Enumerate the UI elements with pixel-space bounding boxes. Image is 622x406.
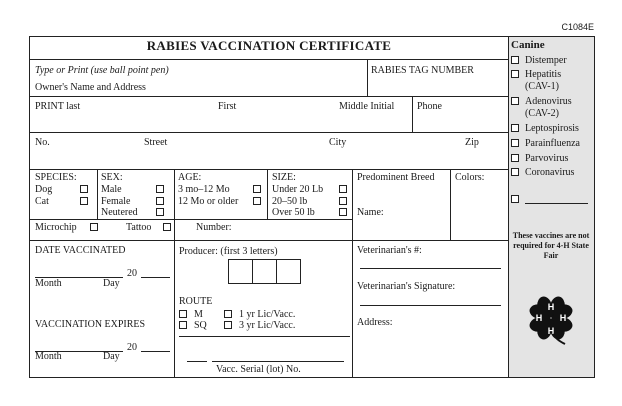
middle-initial-label: Middle Initial bbox=[339, 101, 395, 112]
route-sq-checkbox[interactable] bbox=[179, 321, 187, 329]
id-number-label: Number: bbox=[196, 222, 232, 233]
date-vaccinated-year-line bbox=[141, 277, 170, 278]
license-1yr-label: 1 yr Lic/Vacc. bbox=[239, 309, 296, 320]
instruction-text: Type or Print (use ball point pen) bbox=[35, 65, 169, 76]
rule-phone bbox=[412, 96, 413, 132]
vaccination-expires-label: VACCINATION EXPIRES bbox=[35, 319, 146, 330]
vet-address-label: Address: bbox=[357, 317, 393, 328]
rule-id bbox=[29, 240, 508, 241]
sex-male-label: Male bbox=[101, 184, 122, 195]
svg-text:H: H bbox=[547, 326, 555, 336]
rule-tag bbox=[367, 59, 368, 96]
rule-breed bbox=[450, 169, 451, 240]
size-large-label: Over 50 lb bbox=[272, 207, 315, 218]
rule-size bbox=[352, 169, 353, 378]
owner-name-label: Owner's Name and Address bbox=[35, 82, 146, 93]
age-adult-checkbox[interactable] bbox=[253, 197, 261, 205]
vet-number-label: Veterinarian's #: bbox=[357, 245, 422, 256]
species-cat-label: Cat bbox=[35, 196, 49, 207]
tattoo-label: Tattoo bbox=[126, 222, 152, 233]
form-code: C1084E bbox=[561, 22, 594, 32]
svg-text:H: H bbox=[547, 302, 555, 312]
species-cat-checkbox[interactable] bbox=[80, 197, 88, 205]
serial-number-label: Vacc. Serial (lot) No. bbox=[216, 364, 301, 375]
four-h-clover-icon bbox=[523, 290, 579, 346]
size-large-checkbox[interactable] bbox=[339, 208, 347, 216]
hepatitis-cav1-label: (CAV-1) bbox=[525, 81, 559, 92]
route-sq-label: SQ bbox=[194, 320, 207, 331]
route-m-label: M bbox=[194, 309, 203, 320]
microchip-label: Microchip bbox=[35, 222, 77, 233]
expires-century: 20 bbox=[127, 342, 137, 353]
date-vaccinated-label: DATE VACCINATED bbox=[35, 245, 126, 256]
age-adult-label: 12 Mo or older bbox=[178, 196, 239, 207]
parainfluenza-label: Parainfluenza bbox=[525, 138, 580, 149]
other-vaccine-line[interactable] bbox=[525, 203, 588, 204]
sex-female-label: Female bbox=[101, 196, 131, 207]
rabies-tag-label: RABIES TAG NUMBER bbox=[371, 65, 474, 76]
date-vaccinated-century: 20 bbox=[127, 268, 137, 279]
vaccine-note: These vaccines are not required for 4-H State Fair bbox=[512, 231, 590, 260]
street-label: Street bbox=[144, 137, 168, 148]
rule-species bbox=[97, 169, 98, 220]
sex-female-checkbox[interactable] bbox=[156, 197, 164, 205]
coronavirus-label: Coronavirus bbox=[525, 167, 575, 178]
tattoo-checkbox[interactable] bbox=[163, 223, 171, 231]
coronavirus-checkbox[interactable] bbox=[511, 168, 519, 176]
zip-label: Zip bbox=[465, 137, 479, 148]
svg-text:H: H bbox=[559, 313, 567, 323]
rule-sidebar bbox=[508, 36, 509, 378]
svg-text:H: H bbox=[535, 313, 543, 323]
rule-owner bbox=[29, 96, 508, 97]
leptospirosis-label: Leptospirosis bbox=[525, 123, 579, 134]
rule-age bbox=[267, 169, 268, 220]
city-label: City bbox=[329, 137, 347, 148]
pet-name-label: Name: bbox=[357, 207, 384, 218]
rule-address bbox=[29, 169, 508, 170]
species-dog-label: Dog bbox=[35, 184, 53, 195]
microchip-checkbox[interactable] bbox=[90, 223, 98, 231]
hepatitis-label: Hepatitis bbox=[525, 69, 562, 80]
rule-sex bbox=[174, 169, 175, 378]
species-label: SPECIES: bbox=[35, 172, 77, 183]
house-number-label: No. bbox=[35, 137, 50, 148]
date-vaccinated-day-label: Day bbox=[103, 278, 120, 289]
sex-male-checkbox[interactable] bbox=[156, 185, 164, 193]
leptospirosis-checkbox[interactable] bbox=[511, 124, 519, 132]
expires-year-line bbox=[141, 351, 170, 352]
sex-label: SEX: bbox=[101, 172, 123, 183]
hepatitis-checkbox[interactable] bbox=[511, 70, 519, 78]
size-small-checkbox[interactable] bbox=[339, 185, 347, 193]
adenovirus-cav2-label: (CAV-2) bbox=[525, 108, 559, 119]
producer-label: Producer: (first 3 letters) bbox=[179, 246, 278, 257]
expires-month-label: Month bbox=[35, 351, 62, 362]
age-young-label: 3 mo–12 Mo bbox=[178, 184, 230, 195]
size-small-label: Under 20 Lb bbox=[272, 184, 324, 195]
route-m-checkbox[interactable] bbox=[179, 310, 187, 318]
sex-neutered-checkbox[interactable] bbox=[156, 208, 164, 216]
breed-label: Predominent Breed bbox=[357, 172, 435, 183]
print-last-label: PRINT last bbox=[35, 101, 81, 112]
other-vaccine-checkbox[interactable] bbox=[511, 195, 519, 203]
size-label: SIZE: bbox=[272, 172, 296, 183]
vet-number-line bbox=[360, 268, 501, 269]
route-separator bbox=[179, 336, 350, 337]
vet-signature-label: Veterinarian's Signature: bbox=[357, 281, 456, 292]
certificate-title: RABIES VACCINATION CERTIFICATE bbox=[146, 38, 392, 53]
license-1yr-checkbox[interactable] bbox=[224, 310, 232, 318]
parvovirus-label: Parvovirus bbox=[525, 153, 569, 164]
species-dog-checkbox[interactable] bbox=[80, 185, 88, 193]
canine-title: Canine bbox=[511, 39, 545, 51]
adenovirus-checkbox[interactable] bbox=[511, 97, 519, 105]
license-3yr-label: 3 yr Lic/Vacc. bbox=[239, 320, 296, 331]
producer-box-divider-2 bbox=[276, 259, 277, 284]
rule-animal bbox=[29, 219, 352, 220]
route-label: ROUTE bbox=[179, 296, 213, 307]
sex-neutered-label: Neutered bbox=[101, 207, 138, 218]
parainfluenza-checkbox[interactable] bbox=[511, 139, 519, 147]
serial-prefix-line bbox=[187, 361, 207, 362]
parvovirus-checkbox[interactable] bbox=[511, 154, 519, 162]
distemper-checkbox[interactable] bbox=[511, 56, 519, 64]
rule-title bbox=[29, 59, 508, 60]
serial-line bbox=[212, 361, 344, 362]
license-3yr-checkbox[interactable] bbox=[224, 321, 232, 329]
producer-letter-boxes[interactable] bbox=[228, 259, 301, 284]
phone-label: Phone bbox=[417, 101, 442, 112]
date-vaccinated-month-label: Month bbox=[35, 278, 62, 289]
distemper-label: Distemper bbox=[525, 55, 567, 66]
first-name-label: First bbox=[218, 101, 237, 112]
producer-box-divider-1 bbox=[252, 259, 253, 284]
adenovirus-label: Adenovirus bbox=[525, 96, 572, 107]
age-young-checkbox[interactable] bbox=[253, 185, 261, 193]
size-medium-label: 20–50 lb bbox=[272, 196, 308, 207]
size-medium-checkbox[interactable] bbox=[339, 197, 347, 205]
age-label: AGE: bbox=[178, 172, 202, 183]
colors-label: Colors: bbox=[455, 172, 485, 183]
vet-signature-line bbox=[360, 305, 501, 306]
rule-name bbox=[29, 132, 508, 133]
expires-day-label: Day bbox=[103, 351, 120, 362]
